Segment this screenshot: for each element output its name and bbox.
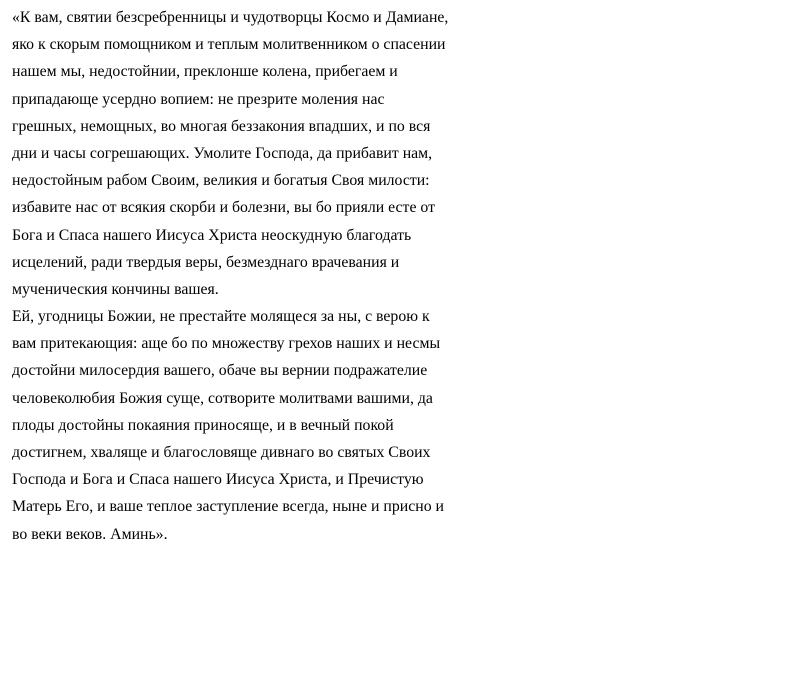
prayer-line: Господа и Бога и Спаса нашего Иисуса Христа, и Пречистую	[12, 471, 424, 489]
prayer-line: исцелений, ради твердыя веры, безмезднаго врачевания и	[12, 253, 400, 271]
prayer-line: яко к скорым помощником и теплым молитвенником о спасении	[12, 36, 446, 54]
prayer-line: недостойным рабом Своим, великия и богатыя Своя милости:	[12, 172, 430, 190]
prayer-line: дни и часы согрешающих. Умолите Господа, да прибавит нам,	[12, 144, 433, 162]
prayer-line: достигнем, хваляще и благословяще дивнаго во святых Своих	[12, 444, 431, 461]
prayer-line: Матерь Его, и ваше теплое заступление всегда, ныне и присно и	[12, 498, 444, 516]
prayer-line: Ей, угодницы Божии, не престайте молящеся за ны, с верою к	[12, 308, 430, 326]
prayer-line: вам притекающия: аще бо по множеству грехов наших и несмы	[12, 335, 441, 353]
prayer-line: Бога и Спаса нашего Иисуса Христа неоскудную благодать	[12, 226, 412, 244]
prayer-line: нашем мы, недостойнии, преклонше колена, прибегаем и	[12, 63, 398, 81]
prayer-line: достойни милосердия вашего, обаче вы вернии подражателие	[12, 362, 428, 380]
prayer-text-block	[12, 4, 792, 548]
prayer-line: припадающе усердно вопием: не презрите моления нас	[12, 90, 385, 108]
prayer-line: «К вам, святии безсребренницы и чудотворцы Космо и Дамиане,	[12, 9, 449, 26]
prayer-line: плоды достойны покаяния приносяще, и в вечный покой	[12, 416, 394, 434]
prayer-line: избавите нас от всякия скорби и болезни, вы бо прияли есте от	[12, 199, 435, 217]
prayer-line: мученическия кончины вашея.	[12, 280, 219, 298]
prayer-line: грешных, немощных, во многая беззакония впадших, и по вся	[12, 117, 431, 135]
prayer-line: человеколюбия Божия суще, сотворите молитвами вашими, да	[12, 389, 433, 407]
prayer-line: во веки веков. Аминь».	[12, 525, 168, 543]
